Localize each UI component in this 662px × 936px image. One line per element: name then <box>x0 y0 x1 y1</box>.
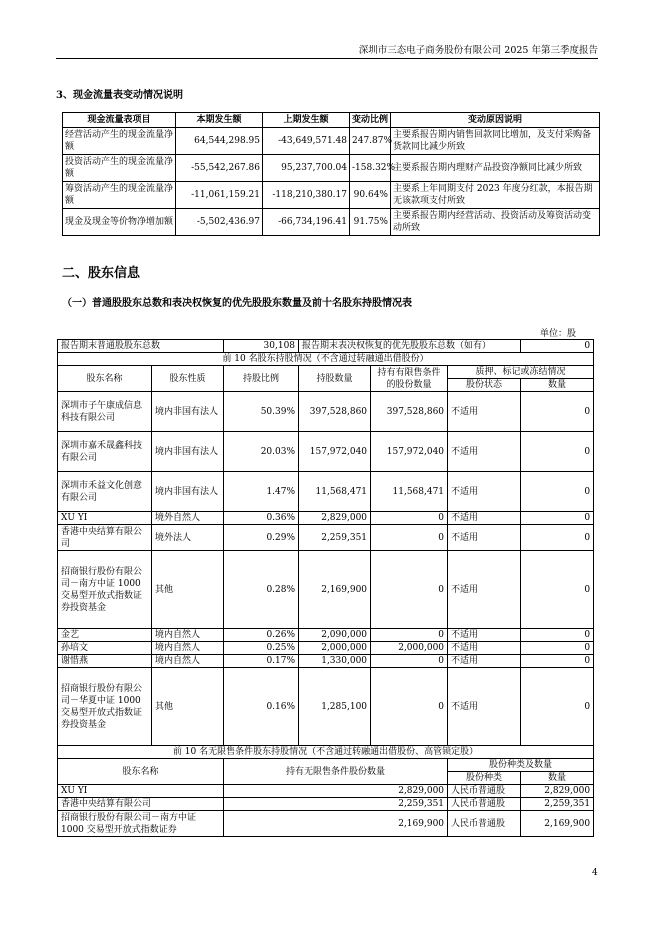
pledge-count: 0 <box>521 512 594 525</box>
col-holder-name: 股东名称 <box>58 366 152 392</box>
restricted-qty: 11,568,471 <box>371 472 448 512</box>
holding-ratio: 0.28% <box>224 551 299 629</box>
holder-nature: 境外自然人 <box>152 512 224 525</box>
cashflow-previous: 95,237,700.04 <box>263 155 350 182</box>
table-row <box>58 811 594 837</box>
col-unres-qty: 持有无限售条件股份数量 <box>224 759 448 785</box>
holding-ratio: 1.47% <box>224 472 299 512</box>
holding-ratio: 0.25% <box>224 642 299 655</box>
cashflow-reason: 主要系报告期内经营活动、投资活动及筹资活动变动所致 <box>391 209 600 236</box>
unres-holder-name: 招商银行股份有限公司－南方中证 1000 交易型开放式指数证券 <box>58 811 224 837</box>
table-row <box>58 668 594 746</box>
table-row <box>58 655 594 668</box>
share-type: 人民币普通股 <box>448 785 521 798</box>
holding-ratio: 20.03% <box>224 432 299 472</box>
pledge-count: 0 <box>521 668 594 746</box>
cashflow-current: 64,544,298.95 <box>176 128 263 155</box>
cashflow-previous: -66,734,196.41 <box>263 209 350 236</box>
top10-title: 前 10 名股东持股情况（不含通过转融通出借股份） <box>58 353 594 366</box>
col-share-type-group: 股份种类及数量 <box>448 759 594 772</box>
cashflow-current: -11,061,159.21 <box>176 182 263 209</box>
col-holder-nature: 股东性质 <box>152 366 224 392</box>
holding-qty: 1,285,100 <box>299 668 371 746</box>
table-row <box>58 551 594 629</box>
holding-qty: 11,568,471 <box>299 472 371 512</box>
cashflow-current: -5,502,436.97 <box>176 209 263 236</box>
table-row <box>58 629 594 642</box>
holding-qty: 2,169,900 <box>299 551 371 629</box>
cashflow-change: 247.87% <box>350 128 391 155</box>
cashflow-item: 筹资活动产生的现金流量净额 <box>63 182 176 209</box>
holder-name: 金艺 <box>58 629 152 642</box>
total-holders-row <box>58 340 594 353</box>
col-share-count: 数量 <box>521 772 594 785</box>
cashflow-header-row <box>63 113 600 128</box>
cashflow-previous: -118,210,380.17 <box>263 182 350 209</box>
share-count: 2,829,000 <box>521 785 594 798</box>
cashflow-col-change: 变动比例 <box>350 113 391 128</box>
total-holders-label: 报告期末普通股股东总数 <box>58 340 224 353</box>
section-title: 二、股东信息 <box>62 266 141 281</box>
share-status: 不适用 <box>448 629 521 642</box>
share-status: 不适用 <box>448 655 521 668</box>
holder-nature: 境内非国有法人 <box>152 392 224 432</box>
table-row <box>58 432 594 472</box>
table-row <box>58 472 594 512</box>
share-status: 不适用 <box>448 551 521 629</box>
table-row <box>63 128 600 155</box>
cashflow-reason: 主要系报告期内销售回款同比增加，及支付采购备货款同比减少所致 <box>391 128 600 155</box>
restricted-qty: 0 <box>371 551 448 629</box>
table-row <box>63 182 600 209</box>
pledge-count: 0 <box>521 432 594 472</box>
holder-nature: 境内自然人 <box>152 642 224 655</box>
cashflow-current: -55,542,267.86 <box>176 155 263 182</box>
pledge-count: 0 <box>521 551 594 629</box>
holding-ratio: 0.29% <box>224 525 299 551</box>
total-holders-value: 30,108 <box>224 340 299 353</box>
table-row <box>63 155 600 182</box>
table-row <box>58 785 594 798</box>
section-subtitle: （一）普通股股东总数和表决权恢复的优先股股东数量及前十名股东持股情况表 <box>62 298 412 309</box>
cashflow-item: 现金及现金等价物净增加额 <box>63 209 176 236</box>
cashflow-item: 经营活动产生的现金流量净额 <box>63 128 176 155</box>
unrestricted-title: 前 10 名无限售条件股东持股情况（不含通过转融通出借股份、高管锁定股） <box>58 746 594 759</box>
cashflow-change: 90.64% <box>350 182 391 209</box>
restricted-qty: 0 <box>371 629 448 642</box>
unrestricted-header-row <box>58 759 594 772</box>
shareholder-table <box>57 339 594 837</box>
holding-qty: 397,528,860 <box>299 392 371 432</box>
cashflow-change: 91.75% <box>350 209 391 236</box>
holder-nature: 境内非国有法人 <box>152 432 224 472</box>
unres-holder-name: XU YI <box>58 785 224 798</box>
unrestricted-title-row <box>58 746 594 759</box>
col-holding-qty: 持股数量 <box>299 366 371 392</box>
table-row <box>58 525 594 551</box>
share-status: 不适用 <box>448 642 521 655</box>
share-status: 不适用 <box>448 392 521 432</box>
col-share-status: 股份状态 <box>448 379 521 392</box>
cashflow-reason: 主要系上年同期支付 2023 年度分红款，本报告期无该款项支付所致 <box>391 182 600 209</box>
share-count: 2,259,351 <box>521 798 594 811</box>
share-status: 不适用 <box>448 512 521 525</box>
share-type: 人民币普通股 <box>448 811 521 837</box>
pledge-count: 0 <box>521 392 594 432</box>
holder-name: XU YI <box>58 512 152 525</box>
holding-qty: 1,330,000 <box>299 655 371 668</box>
holding-qty: 2,000,000 <box>299 642 371 655</box>
table-row <box>58 392 594 432</box>
share-type: 人民币普通股 <box>448 798 521 811</box>
unit-label: 单位：股 <box>540 329 577 339</box>
pledge-count: 0 <box>521 642 594 655</box>
col-restricted-qty: 持有有限售条件的股份数量 <box>371 366 448 392</box>
cashflow-col-reason: 变动原因说明 <box>391 113 600 128</box>
restricted-qty: 0 <box>371 655 448 668</box>
pledge-count: 0 <box>521 525 594 551</box>
holding-ratio: 0.16% <box>224 668 299 746</box>
share-status: 不适用 <box>448 525 521 551</box>
holding-ratio: 0.36% <box>224 512 299 525</box>
holder-nature: 境内自然人 <box>152 629 224 642</box>
holder-name: 香港中央结算有限公司 <box>58 525 152 551</box>
table-row <box>58 512 594 525</box>
pledge-count: 0 <box>521 655 594 668</box>
pref-holders-value: 0 <box>521 340 594 353</box>
holding-qty: 157,972,040 <box>299 432 371 472</box>
holder-name: 招商银行股份有限公司－南方中证 1000 交易型开放式指数证券投资基金 <box>58 551 152 629</box>
cashflow-item: 投资活动产生的现金流量净额 <box>63 155 176 182</box>
cashflow-section-title: 3、现金流量表变动情况说明 <box>56 90 183 101</box>
holder-nature: 境外法人 <box>152 525 224 551</box>
holder-name: 孙培文 <box>58 642 152 655</box>
holding-qty: 2,829,000 <box>299 512 371 525</box>
restricted-qty: 2,000,000 <box>371 642 448 655</box>
restricted-qty: 0 <box>371 512 448 525</box>
holder-nature: 境内非国有法人 <box>152 472 224 512</box>
cashflow-reason: 主要系报告期内理财产品投资净额同比减少所致 <box>391 155 600 182</box>
cashflow-col-previous: 上期发生额 <box>263 113 350 128</box>
share-count: 2,169,900 <box>521 811 594 837</box>
holder-name: 谢惜燕 <box>58 655 152 668</box>
cashflow-col-current: 本期发生额 <box>176 113 263 128</box>
holder-nature: 其他 <box>152 668 224 746</box>
holder-name: 招商银行股份有限公司－华夏中证 1000 交易型开放式指数证券投资基金 <box>58 668 152 746</box>
cashflow-table <box>62 112 600 236</box>
restricted-qty: 0 <box>371 525 448 551</box>
pref-holders-label: 报告期末表决权恢复的优先股股东总数（如有） <box>299 340 521 353</box>
table-row <box>63 209 600 236</box>
col-share-type: 股份种类 <box>448 772 521 785</box>
unres-holder-name: 香港中央结算有限公司 <box>58 798 224 811</box>
col-pledge-count: 数量 <box>521 379 594 392</box>
restricted-qty: 157,972,040 <box>371 432 448 472</box>
cashflow-col-item: 现金流量表项目 <box>63 113 176 128</box>
share-status: 不适用 <box>448 668 521 746</box>
cashflow-change: -158.32% <box>350 155 391 182</box>
col-unres-holder-name: 股东名称 <box>58 759 224 785</box>
col-pledge-group: 质押、标记或冻结情况 <box>448 366 594 379</box>
holder-name: 深圳市禾益文化创意有限公司 <box>58 472 152 512</box>
restricted-qty: 397,528,860 <box>371 392 448 432</box>
holding-ratio: 0.17% <box>224 655 299 668</box>
unres-qty: 2,829,000 <box>224 785 448 798</box>
pledge-count: 0 <box>521 629 594 642</box>
share-status: 不适用 <box>448 432 521 472</box>
holding-ratio: 50.39% <box>224 392 299 432</box>
restricted-qty: 0 <box>371 668 448 746</box>
holding-ratio: 0.26% <box>224 629 299 642</box>
table-row <box>58 642 594 655</box>
holding-qty: 2,090,000 <box>299 629 371 642</box>
top10-header-row <box>58 366 594 379</box>
cashflow-previous: -43,649,571.48 <box>263 128 350 155</box>
holder-name: 深圳市子午康成信息科技有限公司 <box>58 392 152 432</box>
table-row <box>58 798 594 811</box>
unres-qty: 2,259,351 <box>224 798 448 811</box>
holder-name: 深圳市嘉禾晟鑫科技有限公司 <box>58 432 152 472</box>
share-status: 不适用 <box>448 472 521 512</box>
holder-nature: 其他 <box>152 551 224 629</box>
page-number: 4 <box>592 868 598 878</box>
pledge-count: 0 <box>521 472 594 512</box>
holder-nature: 境内自然人 <box>152 655 224 668</box>
page-header: 深圳市三态电子商务股份有限公司 2025 年第三季度报告 <box>56 44 598 59</box>
unres-qty: 2,169,900 <box>224 811 448 837</box>
holding-qty: 2,259,351 <box>299 525 371 551</box>
col-holding-ratio: 持股比例 <box>224 366 299 392</box>
top10-title-row <box>58 353 594 366</box>
